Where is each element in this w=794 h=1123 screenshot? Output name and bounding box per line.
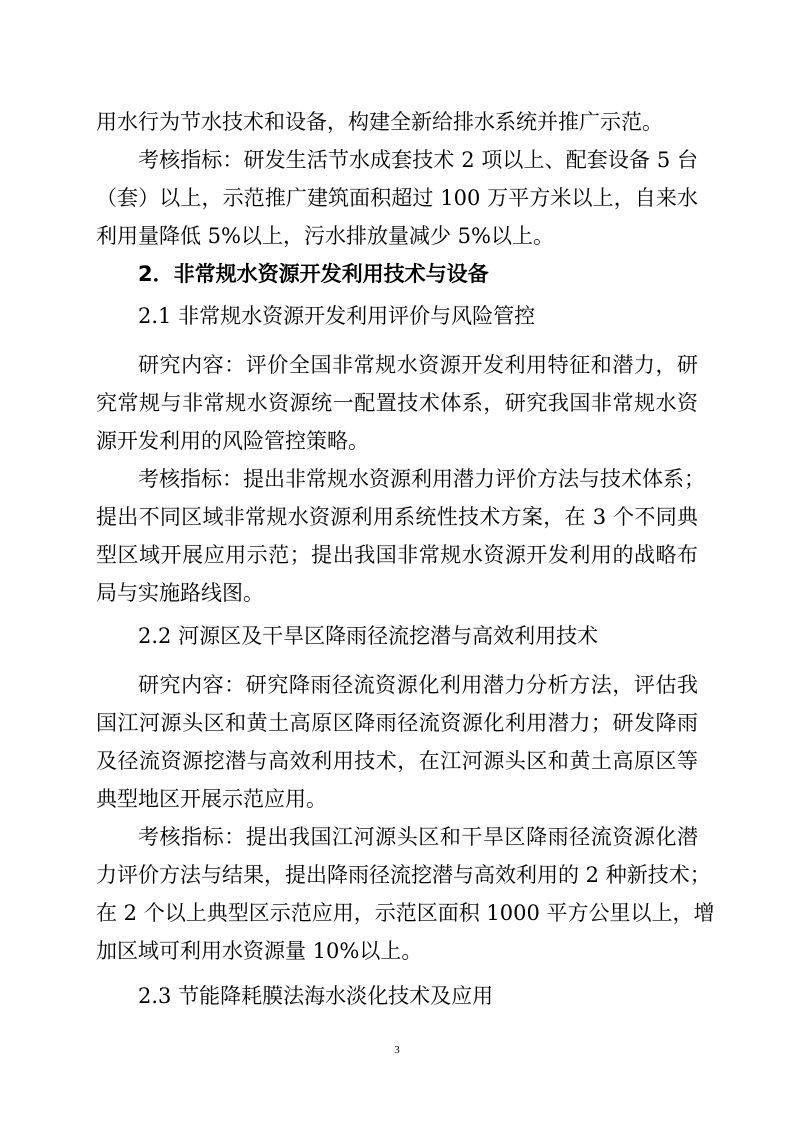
paragraph-line: 研究内容：研究降雨径流资源化利用潜力分析方法，评估我: [138, 673, 698, 697]
paragraph-line: 加区域可利用水资源量 10%以上。: [96, 939, 423, 963]
paragraph-line: 利用量降低 5%以上，污水排放量减少 5%以上。: [96, 224, 554, 248]
paragraph-line: 典型地区开展示范应用。: [96, 787, 327, 811]
paragraph-line: 在 2 个以上典型区示范应用，示范区面积 1000 平方公里以上，增: [96, 901, 715, 925]
paragraph-line: （套）以上，示范推广建筑面积超过 100 万平方米以上，自来水: [96, 186, 698, 210]
paragraph-line: 究常规与非常规水资源统一配置技术体系，研究我国非常规水资: [96, 391, 698, 415]
subsection-heading: 2.1 非常规水资源开发利用评价与风险管控: [138, 304, 536, 328]
subsection-heading: 2.2 河源区及干旱区降雨径流挖潜与高效利用技术: [138, 624, 599, 648]
paragraph-line: 国江河源头区和黄土高原区降雨径流资源化利用潜力；研发降雨: [96, 711, 698, 735]
paragraph-line: 及径流资源挖潜与高效利用技术，在江河源头区和黄土高原区等: [96, 749, 698, 773]
paragraph-line: 型区域开展应用示范；提出我国非常规水资源开发利用的战略布: [96, 543, 698, 567]
paragraph-line: 提出不同区域非常规水资源利用系统性技术方案，在 3 个不同典: [96, 505, 698, 529]
paragraph-line: 考核指标：研发生活节水成套技术 2 项以上、配套设备 5 台: [138, 148, 698, 172]
page-number: 3: [394, 1044, 400, 1056]
paragraph-line: 研究内容：评价全国非常规水资源开发利用特征和潜力，研: [138, 353, 698, 377]
paragraph-line: 局与实施路线图。: [96, 581, 264, 605]
paragraph-line: 考核指标：提出我国江河源头区和干旱区降雨径流资源化潜: [138, 825, 698, 849]
paragraph-line: 考核指标：提出非常规水资源利用潜力评价方法与技术体系；: [138, 467, 705, 491]
subsection-heading: 2.3 节能降耗膜法海水淡化技术及应用: [138, 984, 494, 1008]
section-heading: 2．非常规水资源开发利用技术与设备: [138, 262, 489, 286]
paragraph-line: 力评价方法与结果，提出降雨径流挖潜与高效利用的 2 种新技术；: [96, 863, 711, 887]
paragraph-line: 源开发利用的风险管控策略。: [96, 429, 369, 453]
paragraph-line: 用水行为节水技术和设备，构建全新给排水系统并推广示范。: [96, 110, 663, 134]
